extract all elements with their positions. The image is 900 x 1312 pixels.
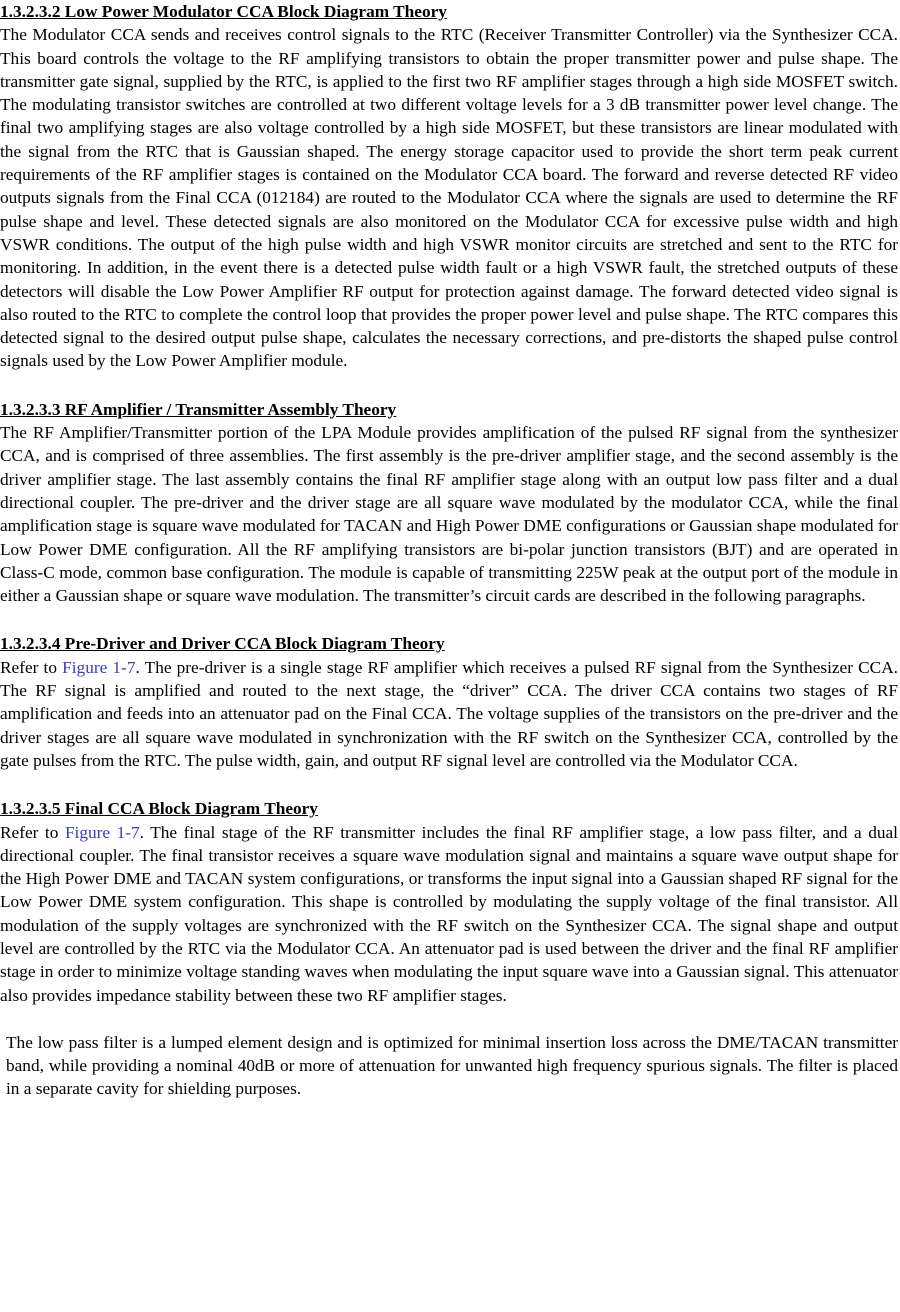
section-heading: 1.3.2.3.5 Final CCA Block Diagram Theory — [0, 799, 318, 819]
body-text: . The pre-driver is a single stage RF amplifier which receives a pulsed RF signal from the Synthesizer CCA. The RF signal is amplified and routed to the next stage, the “driver” CCA. The driver CCA contains two stages of RF amplification and feeds into an attenuator pad on the Final CCA. The voltage supplies of the transistors on the pre-driver and the driver stages are all square wave modulated in synchronization with the RF switch on the Synthesizer CCA, controlled by the gate pulses from the RTC. The pulse width, gain, and output RF signal level are controlled via the Modulator CCA. — [0, 657, 898, 770]
section-heading: 1.3.2.3.4 Pre-Driver and Driver CCA Block Diagram Theory — [0, 634, 445, 654]
section-body: The Modulator CCA sends and receives control signals to the RTC (Receiver Transmitter Controller) via the Synthesizer CCA. This board controls the voltage to the RF amplifying transistors to obtain the proper transmitter power and pulse shape. The transmitter gate signal, supplied by the RTC, is applied to the first two RF amplifier stages through a high side MOSFET switch. The modulating transistor switches are controlled at two different voltage levels for a 3 dB transmitter power level change. The final two amplifying stages are also voltage controlled by a high side MOSFET, but these transistors are linear modulated with the signal from the RTC that is Gaussian shaped. The energy storage capacitor used to provide the short term peak current requirements of the RF amplifier stages is contained on the Modulator CCA board. The forward and reverse detected RF video outputs signals from the Final CCA (012184) are routed to the Modulator CCA where the signals are used to determine the RF pulse shape and level. These detected signals are also monitored on the Modulator CCA for excessive pulse width and high VSWR conditions. The output of the high pulse width and high VSWR monitor circuits are stretched and sent to the RTC for monitoring. In addition, in the event there is a detected pulse width fault or a high VSWR fault, the stretched outputs of these detectors will disable the Low Power Amplifier RF output for protection against damage. The forward detected video signal is also routed to the RTC to complete the control loop that provides the proper power level and pulse shape. The RTC compares this detected signal to the desired output pulse shape, calculates the necessary corrections, and pre-distorts the shaped pulse control signals used by the Low Power Amplifier module. — [0, 25, 898, 371]
refer-lead: Refer to — [0, 822, 65, 842]
paragraph-gap — [0, 772, 898, 797]
figure-link[interactable]: Figure 1-7 — [62, 657, 136, 677]
section-heading: 1.3.2.3.3 RF Amplifier / Transmitter Assembly Theory — [0, 399, 397, 419]
paragraph-gap — [0, 607, 898, 632]
section-heading: 1.3.2.3.2 Low Power Modulator CCA Block Diagram Theory — [0, 2, 447, 21]
section-body — [0, 821, 898, 1007]
figure-link[interactable]: Figure 1-7 — [64, 822, 140, 842]
refer-lead: Refer to — [0, 657, 63, 677]
section-body — [0, 656, 898, 772]
section-rf-amplifier — [0, 398, 898, 608]
body-text: . The final stage of the RF transmitter includes the final RF amplifier stage, a low pass filter, and a dual directional coupler. The final transistor receives a square wave modulation signal and maintains a square wave output shape for the High Power DME and TACAN system configurations, or transforms the input signal into a Gaussian shaped RF signal for the Low Power DME system configuration. This shape is controlled by modulating the supply voltage of the final transistor. All modulation of the supply voltages are synchronized with the RF switch on the Synthesizer CCA. The signal shape and output level are controlled by the RTC via the Modulator CCA. An attenuator pad is used between the driver and the final RF amplifier stage in order to minimize voltage standing waves when modulating the input square wave into a Gaussian signal. This attenuator also provides impedance stability between these two RF amplifier stages. — [0, 822, 898, 1005]
paragraph-gap — [0, 1007, 898, 1031]
section-final-cca — [0, 797, 898, 1101]
section-body: The RF Amplifier/Transmitter portion of the LPA Module provides amplification of the pulsed RF signal from the synthesizer CCA, and is comprised of three assemblies. The first assembly is the pre-driver amplifier stage, and the second assembly is the driver amplifier stage. The last assembly contains the final RF amplifier stage along with an output low pass filter and a dual directional coupler. The pre-driver and the driver stage are all square wave modulated by the modulator CCA, while the final amplification stage is square wave modulated for TACAN and High Power DME configurations or Gaussian shape modulated for Low Power DME configuration. All the RF amplifying transistors are bi-polar junction transistors (BJT) and are operated in Class-C mode, common base configuration. The module is capable of transmitting 225W peak at the output port of the module in either a Gaussian shape or square wave modulation. The transmitter’s circuit cards are described in the following paragraphs. — [0, 423, 898, 606]
section-body-continued: The low pass filter is a lumped element design and is optimized for minimal insertion loss across the DME/TACAN transmitter band, while providing a nominal 40dB or more of attenuation for unwanted high frequency spurious signals. The filter is placed in a separate cavity for shielding purposes. — [6, 1032, 898, 1099]
section-low-power-modulator — [0, 0, 898, 373]
paragraph-gap — [0, 373, 898, 398]
section-pre-driver — [0, 632, 898, 772]
